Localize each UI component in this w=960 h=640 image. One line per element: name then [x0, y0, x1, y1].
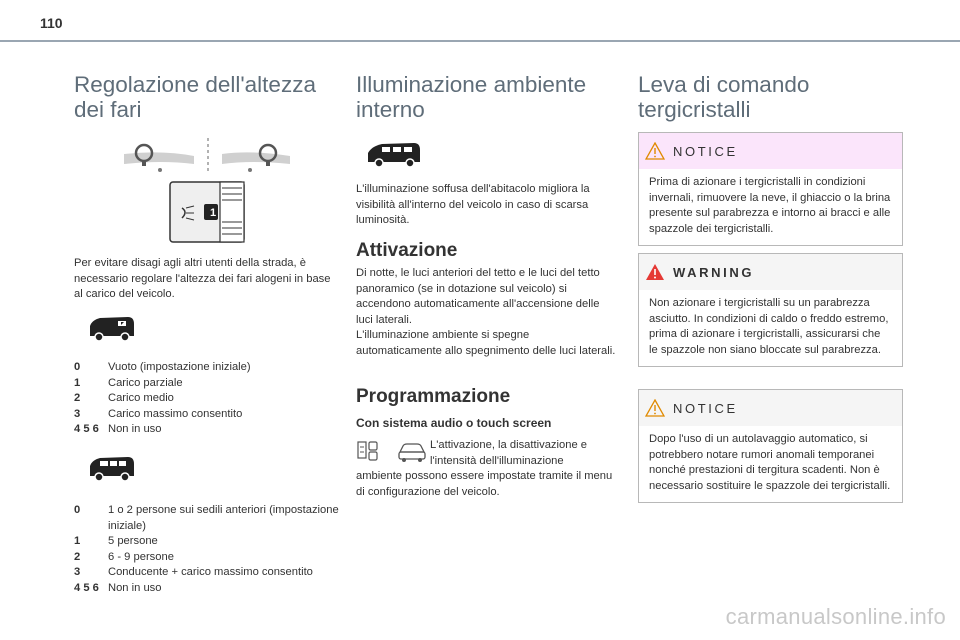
load-levels-list: [74, 360, 339, 438]
section-title: Leva di comando tergicristalli: [638, 72, 810, 122]
programming-text-rest: ambiente possono essere impostate tramite il menu di configurazione del veicolo.: [356, 470, 613, 498]
list-item: 4 5 6 Non in uso: [74, 581, 162, 594]
activation-heading: Attivazione: [356, 240, 458, 261]
box-label: WARNING: [673, 264, 755, 280]
programming-subheading: Con sistema audio o touch screen: [356, 416, 552, 430]
passenger-levels-list: [74, 503, 339, 596]
notice-box: [638, 389, 903, 503]
section-title: Regolazione dell'altezza dei fari: [74, 72, 316, 122]
programming-text-first: L'attivazione, la disattivazione e l'intensità dell'illuminazione: [430, 439, 587, 467]
car-config-icon: [399, 444, 425, 462]
box-text: Prima di azionare i tergicristalli in condizioni invernali, rimuovere la neve, il ghiaccio o la brina presente sul parabrezza e intorno ai bracci e alle spazzole dei tergicristalli.: [649, 176, 891, 235]
list-item: 4 5 6 Non in uso: [74, 423, 162, 435]
activation-text: Di notte, le luci anteriori del tetto e le luci del tetto panoramico (se in dotazione sul veicolo) si accendono automaticamente all'accensione delle luci laterali. L'illuminazione ambiente si spegne automaticamente allo spegnimento delle luci laterali.: [356, 267, 616, 357]
box-text: Dopo l'uso di un autolavaggio automatico, si potrebbero notare rumori anomali temporanei nonché prestazioni di tergitura scadenti. Non è necessario sostituire le spazzole dei tergicristalli.: [649, 433, 891, 492]
section-title: Illuminazione ambiente interno: [356, 72, 587, 122]
list-item: 2 Carico medio: [74, 392, 174, 404]
caution-icon: [645, 399, 665, 417]
van-icon: [88, 314, 136, 344]
intro-text: Per evitare disagi agli altri utenti della strada, è necessario regolare l'altezza dei fari alogeni in base al carico del veicolo.: [74, 257, 331, 300]
settings-menu-icon: [358, 442, 377, 460]
box-label: NOTICE: [673, 143, 738, 159]
list-item: 2 6 - 9 persone: [74, 550, 174, 563]
caution-icon: [645, 142, 665, 160]
warning-icon: [645, 263, 665, 281]
box-text: Non azionare i tergicristalli su un parabrezza asciutto. In condizioni di caldo o freddo estremo, prima di azionare i tergicristalli, assicurarsi che le spazzole non siano bloccate sul parabrezza.: [649, 297, 889, 356]
notice-box: [638, 132, 903, 246]
passenger-van-icon: [88, 454, 136, 484]
list-item: 1 5 persone: [74, 535, 158, 547]
left-hand-drive-icon: [124, 145, 194, 172]
box-label: NOTICE: [673, 400, 738, 416]
header-divider: [0, 40, 960, 42]
list-item: 0 1 o 2 persone sui sedili anteriori (impostazione iniziale): [74, 504, 339, 532]
right-hand-drive-icon: [222, 145, 290, 172]
list-item: 0 Vuoto (impostazione iniziale): [74, 361, 251, 373]
minivan-icon: [366, 140, 422, 170]
list-item: 1 Carico parziale: [74, 376, 183, 389]
dial-value-label: 1: [209, 207, 217, 219]
page-number: 110: [40, 15, 63, 31]
programming-heading: Programmazione: [356, 386, 511, 407]
list-item: 3 Conducente + carico massimo consentito: [74, 566, 313, 578]
list-item: 3 Carico massimo consentito: [74, 407, 243, 420]
intro-text: L'illuminazione soffusa dell'abitacolo migliora la visibilità all'interno del veicolo in caso di scarsa luminosità.: [356, 183, 590, 226]
headlight-dial-illustration: [122, 132, 298, 244]
audio-touchscreen-icons: [356, 438, 430, 464]
warning-box: [638, 253, 903, 367]
watermark: carmanualsonline.info: [725, 604, 946, 629]
